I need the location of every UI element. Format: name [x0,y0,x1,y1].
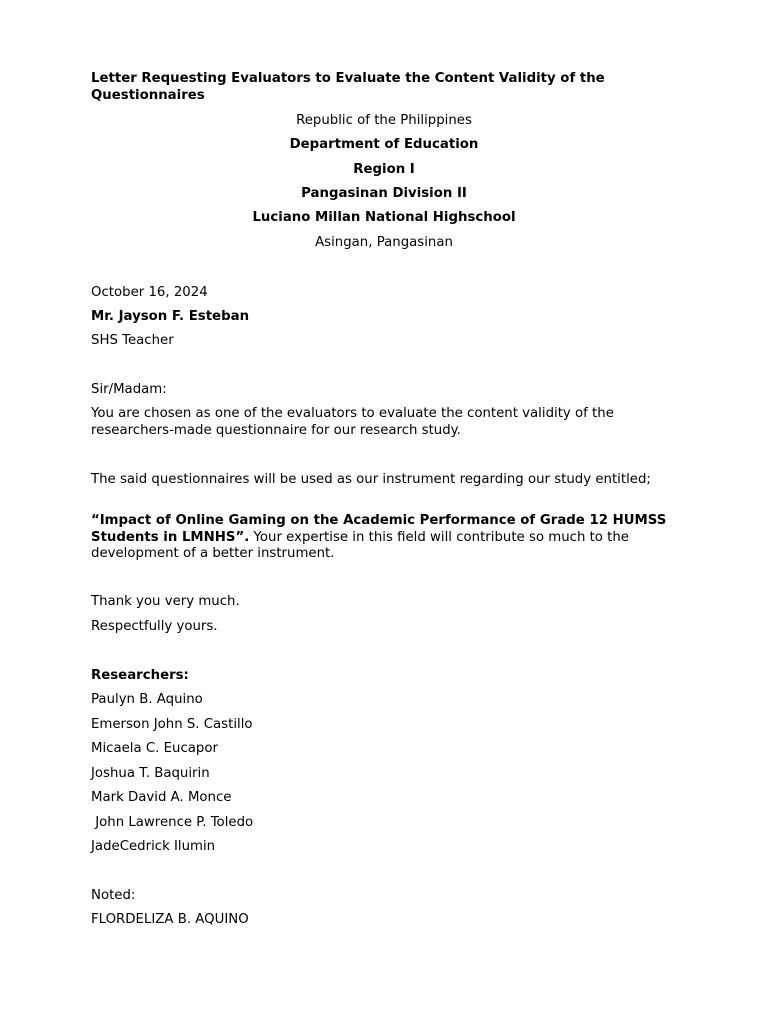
researcher-name: Mark David A. Monce [91,790,232,805]
researcher-name: Micaela C. Eucapor [91,741,218,756]
researcher-name: JadeCedrick Ilumin [91,839,216,854]
salutation: Sir/Madam: [91,382,167,397]
paragraph-1: You are chosen as one of the evaluators to evaluate the content validity of the researchers-made questionnaire for our research study. [91,406,614,438]
researcher-name: Paulyn B. Aquino [91,692,203,707]
study-title: “Impact of Online Gaming on the Academic Performance of Grade 12 HUMSS Students in LMNHS”. [91,513,667,545]
researchers-label: Researchers: [91,668,189,683]
closing-line: Respectfully yours. [91,619,218,634]
recipient-position: SHS Teacher [91,333,174,348]
thanks-line: Thank you very much. [91,594,240,609]
researcher-name: Emerson John S. Castillo [91,717,253,732]
letter-title: Letter Requesting Evaluators to Evaluate the Content Validity of the Questionnaires [91,71,605,103]
header-school: Luciano Millan National Highschool [252,210,516,225]
letter-date: October 16, 2024 [91,285,208,300]
paragraph-3 [91,513,683,563]
header-division: Pangasinan Division II [301,186,467,201]
paragraph-2: The said questionnaires will be used as our instrument regarding our study entitled; [91,472,651,487]
researcher-name: John Lawrence P. Toledo [91,815,254,830]
researcher-name: Joshua T. Baquirin [91,766,210,781]
header-location: Asingan, Pangasinan [315,235,453,250]
recipient-name: Mr. Jayson F. Esteban [91,309,250,324]
header-region: Region I [353,162,415,177]
noted-by-name: FLORDELIZA B. AQUINO [91,912,249,927]
header-department: Department of Education [289,137,479,152]
paragraph-3-rest: Your expertise in this field will contribute so much to the development of a better instrument. [91,529,629,561]
header-republic: Republic of the Philippines [296,113,472,128]
noted-label: Noted: [91,888,136,903]
